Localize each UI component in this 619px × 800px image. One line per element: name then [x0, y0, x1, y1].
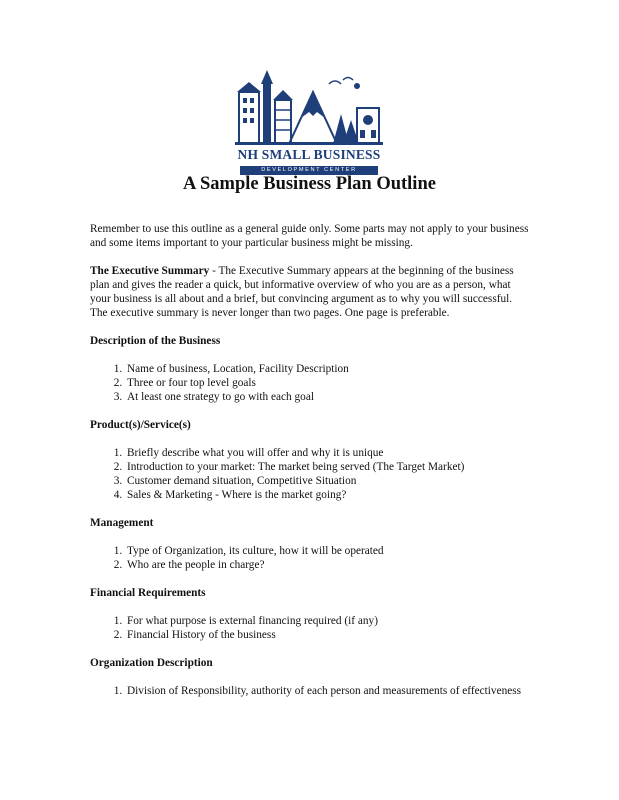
list-item: 3. Customer demand situation, Competitive Situation	[125, 474, 530, 488]
products-list	[90, 446, 530, 502]
logo-wordmark: NH SMALL BUSINESS	[237, 147, 381, 162]
list-item: 2. Financial History of the business	[125, 628, 530, 642]
financial-list	[90, 614, 530, 642]
list-item: 4. Sales & Marketing - Where is the market going?	[125, 488, 530, 502]
document-body	[90, 222, 530, 712]
town-skyline-icon	[233, 70, 385, 146]
list-item: 1. Name of business, Location, Facility Description	[125, 362, 530, 376]
executive-summary-paragraph	[90, 264, 530, 320]
management-list	[90, 544, 530, 572]
document-title: A Sample Business Plan Outline	[183, 174, 436, 194]
section-heading-description: Description of the Business	[90, 335, 221, 347]
section-heading-organization: Organization Description	[90, 657, 213, 669]
list-item: 1. For what purpose is external financing required (if any)	[125, 614, 530, 628]
section-heading-management: Management	[90, 517, 154, 529]
nh-sbdc-logo	[233, 70, 385, 178]
list-item: 2. Introduction to your market: The market being served (The Target Market)	[125, 460, 530, 474]
logo-subtitle: DEVELOPMENT CENTER	[240, 166, 378, 175]
intro-paragraph: Remember to use this outline as a general guide only. Some parts may not apply to your business and some items important to your particular business might be missing.	[90, 223, 529, 249]
description-list	[90, 362, 530, 404]
list-item: 1. Division of Responsibility, authority of each person and measurements of effectiveness	[125, 684, 530, 698]
list-item: 1. Type of Organization, its culture, how it will be operated	[125, 544, 530, 558]
executive-summary-text: - The Executive Summary appears at the beginning of the business plan and gives the reader a quick, but informative overview of who you are as a person, what your business is all about and a brief, but convincing argument as to why you will successful. The executive summary is never longer than two pages. One page is preferable.	[90, 265, 514, 319]
list-item: 3. At least one strategy to go with each goal	[125, 390, 530, 404]
section-heading-products: Product(s)/Service(s)	[90, 419, 191, 431]
list-item: 2. Who are the people in charge?	[125, 558, 530, 572]
organization-list	[90, 684, 530, 698]
list-item: 1. Briefly describe what you will offer and why it is unique	[125, 446, 530, 460]
list-item: 2. Three or four top level goals	[125, 376, 530, 390]
section-heading-financial: Financial Requirements	[90, 587, 206, 599]
executive-summary-heading: The Executive Summary	[90, 265, 210, 277]
